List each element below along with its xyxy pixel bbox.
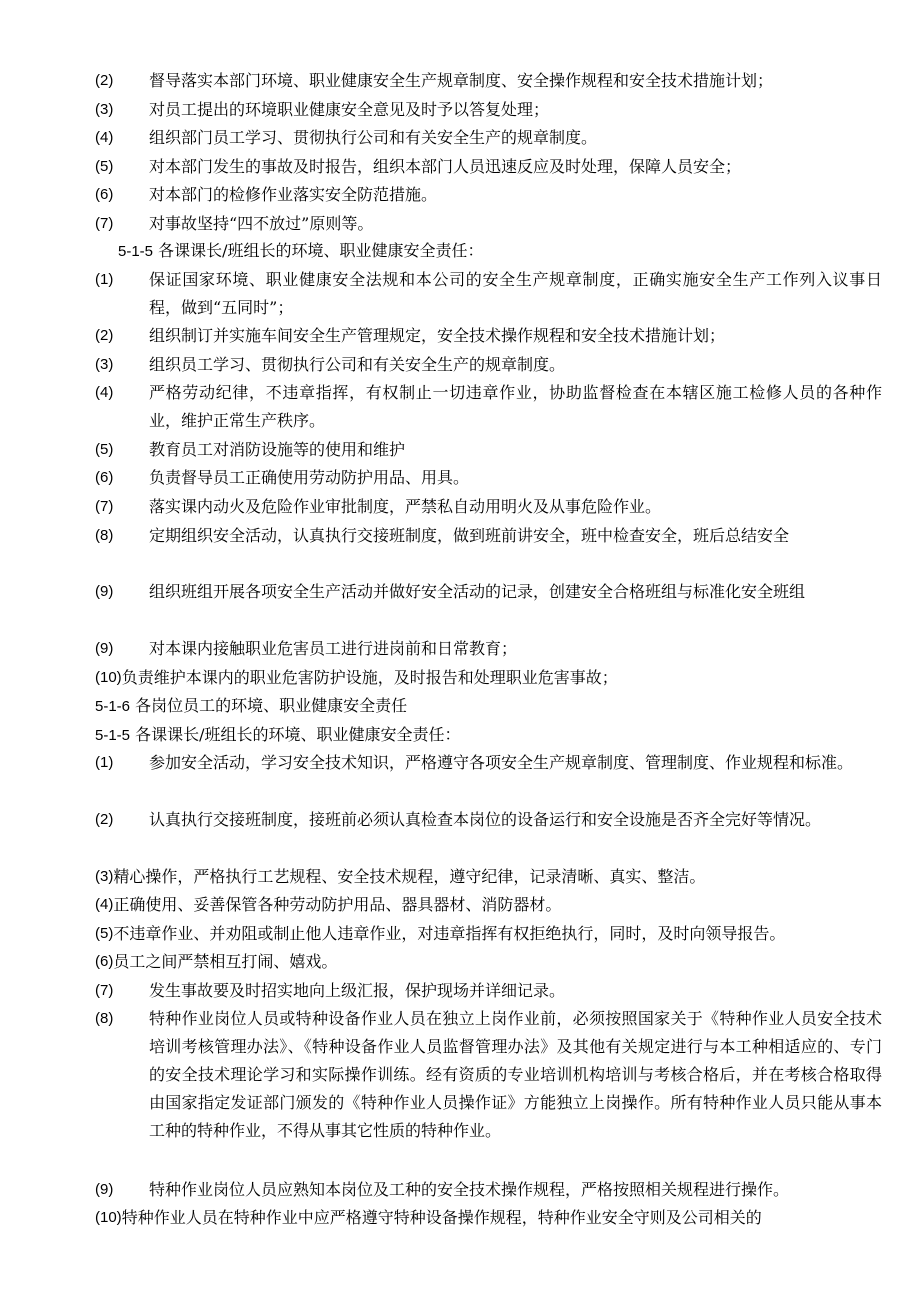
item-text: 对本部门的检修作业落实安全防范措施。 bbox=[149, 185, 438, 204]
item-text: 负责维护本课内的职业危害防护设施，及时报告和处理职业危害事故； bbox=[121, 668, 618, 687]
item-number: (10) bbox=[95, 669, 122, 686]
item-text: 对员工提出的环境职业健康安全意见及时予以答复处理； bbox=[149, 100, 550, 119]
item-text: 发生事故要及时招实地向上级汇报，保护现场并详细记录。 bbox=[149, 981, 566, 1000]
section-heading bbox=[95, 721, 461, 750]
item-text: 不违章作业、并劝阻或制止他人违章作业，对违章指挥有权拒绝执行，同时，及时向领导报告。 bbox=[113, 924, 786, 943]
item-number: (5) bbox=[95, 441, 114, 458]
item-number: (5) bbox=[95, 925, 114, 942]
list-item bbox=[95, 1005, 882, 1145]
item-text: 正确使用、妥善保管各种劳动防护用品、器具器材、消防器材。 bbox=[113, 895, 562, 914]
list-item bbox=[95, 749, 882, 777]
list-item bbox=[95, 67, 882, 95]
item-number: (2) bbox=[95, 327, 114, 344]
list-item bbox=[95, 124, 882, 152]
list-item bbox=[95, 266, 882, 322]
list-item bbox=[95, 210, 882, 238]
item-text: 特种作业岗位人员应熟知本岗位及工种的安全技术操作规程，严格按照相关规程进行操作。 bbox=[149, 1180, 790, 1199]
list-item bbox=[95, 181, 882, 209]
list-item bbox=[95, 920, 890, 948]
item-number: (7) bbox=[95, 215, 114, 232]
item-text: 参加安全活动，学习安全技术知识，严格遵守各项安全生产规章制度、管理制度、作业规程和标准。 bbox=[149, 753, 854, 772]
item-number: (7) bbox=[95, 498, 114, 515]
list-item bbox=[95, 664, 882, 692]
item-text: 特种作业人员在特种作业中应严格遵守特种设备操作规程，特种作业安全守则及公司相关的 bbox=[121, 1208, 762, 1227]
item-text: 保证国家环境、职业健康安全法规和本公司的安全生产规章制度，正确实施安全生产工作列入议事日程，做到“五同时”； bbox=[149, 270, 882, 317]
item-text: 教育员工对消防设施等的使用和维护 bbox=[149, 440, 406, 459]
item-number: (6) bbox=[95, 186, 114, 203]
section-heading bbox=[95, 692, 407, 721]
list-item bbox=[95, 436, 882, 464]
list-item bbox=[95, 948, 882, 976]
list-item bbox=[95, 153, 882, 181]
item-number: (9) bbox=[95, 1181, 114, 1198]
list-item bbox=[95, 891, 882, 919]
item-number: (2) bbox=[95, 811, 114, 828]
list-item bbox=[95, 1204, 882, 1232]
item-number: (9) bbox=[95, 583, 114, 600]
section-title: 各课课长/班组长的环境、职业健康安全责任： bbox=[135, 725, 461, 744]
item-number: (6) bbox=[95, 469, 114, 486]
item-text: 对本课内接触职业危害员工进行进岗前和日常教育； bbox=[149, 639, 518, 658]
item-text: 督导落实本部门环境、职业健康安全生产规章制度、安全操作规程和安全技术措施计划； bbox=[149, 71, 774, 90]
item-number: (4) bbox=[95, 896, 114, 913]
item-text: 精心操作，严格执行工艺规程、安全技术规程，遵守纪律，记录清晰、真实、整洁。 bbox=[113, 867, 706, 886]
item-number: (7) bbox=[95, 982, 114, 999]
list-item bbox=[95, 1176, 890, 1204]
item-text: 组织部门员工学习、贯彻执行公司和有关安全生产的规章制度。 bbox=[149, 128, 598, 147]
section-code: 5-1-5 bbox=[95, 727, 131, 744]
section-code: 5-1-5 bbox=[118, 243, 154, 260]
item-text: 组织员工学习、贯彻执行公司和有关安全生产的规章制度。 bbox=[149, 355, 566, 374]
item-number: (6) bbox=[95, 953, 114, 970]
list-item bbox=[95, 806, 882, 834]
item-text: 定期组织安全活动，认真执行交接班制度，做到班前讲安全，班中检查安全，班后总结安全 bbox=[149, 526, 790, 545]
item-number: (1) bbox=[95, 271, 114, 288]
list-item bbox=[95, 351, 882, 379]
item-number: (4) bbox=[95, 129, 114, 146]
list-item bbox=[95, 977, 882, 1005]
item-text: 负责督导员工正确使用劳动防护用品、用具。 bbox=[149, 468, 470, 487]
list-item bbox=[95, 522, 882, 550]
item-text: 员工之间严禁相互打闹、嬉戏。 bbox=[113, 952, 338, 971]
list-item bbox=[95, 322, 882, 350]
item-number: (5) bbox=[95, 158, 114, 175]
item-text: 特种作业岗位人员或特种设备作业人员在独立上岗作业前，必须按照国家关于《特种作业人员安全技术培训考核管理办法》、《特种设备作业人员监督管理办法》及其他有关规定进行与本工种相适应的、专门的安全技术理论学习和实际操作训练。经有资质的专业培训机构培训与考核合格后，并在考核合格取得由国家指定发证部门颁发的《特种作业人员操作证》方能独立上岗操作。所有特种作业人员只能从事本工种的特种作业，不得从事其它性质的特种作业。 bbox=[149, 1009, 882, 1140]
item-number: (2) bbox=[95, 72, 114, 89]
item-number: (8) bbox=[95, 527, 114, 544]
list-item bbox=[95, 635, 882, 663]
item-text: 组织制订并实施车间安全生产管理规定，安全技术操作规程和安全技术措施计划； bbox=[149, 326, 726, 345]
item-text: 对事故坚持“四不放过”原则等。 bbox=[149, 214, 374, 233]
section-title: 各课课长/班组长的环境、职业健康安全责任： bbox=[158, 241, 484, 260]
item-number: (3) bbox=[95, 101, 114, 118]
item-number: (3) bbox=[95, 868, 114, 885]
item-number: (10) bbox=[95, 1209, 122, 1226]
list-item bbox=[95, 578, 882, 606]
list-item bbox=[95, 96, 882, 124]
item-number: (1) bbox=[95, 754, 114, 771]
item-text: 对本部门发生的事故及时报告，组织本部门人员迅速反应及时处理，保障人员安全； bbox=[149, 157, 742, 176]
list-item bbox=[95, 464, 882, 492]
section-code: 5-1-6 bbox=[95, 698, 131, 715]
section-title: 各岗位员工的环境、职业健康安全责任 bbox=[135, 696, 408, 715]
item-text: 严格劳动纪律，不违章指挥，有权制止一切违章作业，协助监督检查在本辖区施工检修人员的各种作业，维护正常生产秩序。 bbox=[149, 383, 882, 430]
item-text: 认真执行交接班制度，接班前必须认真检查本岗位的设备运行和安全设施是否齐全完好等情况。 bbox=[149, 810, 822, 829]
list-item bbox=[95, 379, 882, 435]
item-number: (4) bbox=[95, 384, 114, 401]
item-text: 落实课内动火及危险作业审批制度，严禁私自动用明火及从事危险作业。 bbox=[149, 497, 662, 516]
list-item bbox=[95, 493, 882, 521]
item-text: 组织班组开展各项安全生产活动并做好安全活动的记录，创建安全合格班组与标准化安全班组 bbox=[149, 582, 806, 601]
item-number: (3) bbox=[95, 356, 114, 373]
section-heading bbox=[118, 237, 484, 266]
item-number: (9) bbox=[95, 640, 114, 657]
item-number: (8) bbox=[95, 1010, 114, 1027]
list-item bbox=[95, 863, 882, 891]
